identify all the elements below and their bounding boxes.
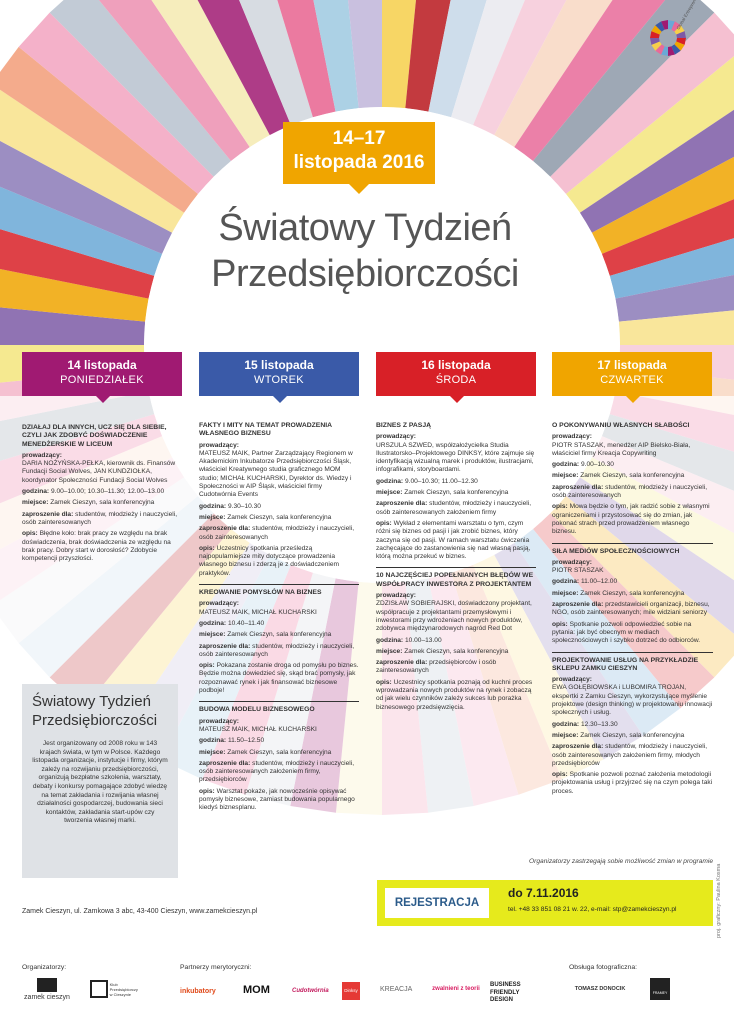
event-title: SIŁA MEDIÓW SPOŁECZNOŚCIOWYCH [552, 547, 680, 555]
day-date: 17 listopada [597, 358, 667, 372]
photo-label: Obsługa fotograficzna: [569, 964, 638, 971]
invite-label: zaproszenie dla: [22, 510, 74, 518]
place-label: miejsce: [376, 647, 403, 655]
event-invite: studentów, młodzieży i nauczycieli, osób zainteresowanych założeniem firmy, przedsiębiorców [199, 759, 355, 784]
event-hosts: MATEUSZ MAIK, MICHAŁ KUCHARSKI [199, 725, 317, 733]
event-hosts: MATEUSZ MAIK, MICHAŁ KUCHARSKI [199, 608, 317, 616]
hosts-label: prowadzący: [199, 717, 239, 725]
time-label: godzina: [199, 737, 227, 745]
logo-klub-przedsiebiorczy [90, 980, 140, 998]
registration-button[interactable]: REJESTRACJA [385, 888, 489, 918]
event-time: 11.00–12.00 [580, 578, 618, 586]
place-label: miejsce: [22, 499, 49, 507]
place-label: miejsce: [552, 589, 579, 597]
event-time: 12.30–13.30 [580, 720, 618, 728]
time-label: godzina: [552, 461, 580, 469]
event-desc: Warsztat pokaże, jak nowocześnie opisywać pomysły biznesowe, zamiast budowania popularnego kiedyś biznesplanu. [199, 787, 355, 812]
event-tue1 [199, 422, 359, 578]
event-divider [199, 701, 359, 702]
title-line-2: Przedsiębiorczości [211, 253, 519, 295]
hosts-label: prowadzący: [376, 433, 416, 441]
event-tue3 [199, 706, 359, 812]
event-title: FAKTY I MITY NA TEMAT PROWADZENIA WŁASNEGO BIZNESU [199, 422, 332, 438]
title-line-1: Światowy Tydzień [218, 207, 512, 249]
place-label: miejsce: [199, 513, 226, 521]
place-label: miejsce: [552, 472, 579, 480]
event-time: 9.00–10.30 [580, 461, 614, 469]
desc-label: opis: [552, 771, 568, 779]
time-label: godzina: [552, 578, 580, 586]
event-divider [552, 652, 713, 653]
day-date: 15 listopada [244, 358, 314, 372]
event-divider [552, 543, 713, 544]
thursday-column [552, 422, 713, 799]
day-weekday: PONIEDZIAŁEK [60, 374, 144, 386]
invite-label: zaproszenie dla: [199, 642, 251, 650]
logo-kreacja: KREACJA [380, 986, 413, 993]
hosts-label: prowadzący: [199, 600, 239, 608]
place-label: miejsce: [199, 631, 226, 639]
time-label: godzina: [22, 488, 50, 496]
event-desc: Uczestnicy spotkania poznają od kuchni proces wprowadzania nowych produktów na rynek i zobaczą od jak wielu czynników zależy sukces lub porażka biznesowego przedsięwzięcia. [376, 678, 533, 711]
time-label: godzina: [552, 720, 580, 728]
event-place: Zamek Cieszyn, sala konferencyjna [404, 647, 509, 655]
desc-label: opis: [376, 678, 392, 686]
event-invite: studentów, młodzieży i nauczycieli, osób zainteresowanych [199, 642, 355, 658]
registration-deadline: do 7.11.2016 [508, 886, 579, 900]
day-date: 14 listopada [67, 358, 137, 372]
event-hosts: URSZULA SZWED, współzałożycielka Studia Ilustratorsko–Projektowego DINKSY, które zajmuje się identyfikacją wizualną marek i produktów, ilustracjami, infografikami, storyboardami. [376, 441, 535, 474]
infobox-heading: Światowy Tydzień Przedsiębiorczości [32, 693, 158, 729]
event-title: PROJEKTOWANIE USŁUG NA PRZYKŁADZIE SKLEPU ZAMKU CIESZYN [552, 656, 699, 672]
logo-cudotwornia: Cudotwórnia [292, 988, 329, 994]
event-desc: Uczestnicy spotkania prześledzą najpopularniejsze mity dotyczące prowadzenia własnego biznesu i zderzą je z doświadczeniem praktyków. [199, 544, 340, 577]
event-title: O POKONYWANIU WŁASNYCH SŁABOŚCI [552, 422, 690, 429]
hosts-label: prowadzący: [552, 558, 592, 566]
invite-label: zaproszenie dla: [199, 759, 251, 767]
time-label: godzina: [199, 619, 227, 627]
event-title: DZIAŁAJ DLA INNYCH, UCZ SIĘ DLA SIEBIE, CZYLI JAK ZDOBYĆ DOŚWIADCZENIE MENEDŻERSKIE W LICEUM [22, 424, 167, 448]
event-wed2 [376, 572, 536, 711]
event-time: 9.00–10.30; 11.00–12.30 [404, 477, 478, 485]
event-divider [199, 584, 359, 585]
registration-bar [377, 880, 713, 926]
event-place: Zamek Cieszyn, sala konferencyjna [580, 472, 685, 480]
design-credit: proj. graficzny: Paulina Kosma [716, 863, 722, 938]
logo-zwalnieni: zwalnieni z teorii [432, 986, 480, 992]
event-title: BUDOWA MODELU BIZNESOWEGO [199, 706, 315, 714]
logo-text: Klub Przedsiębiorczy w Cieszynie [109, 981, 138, 997]
hosts-label: prowadzący: [199, 441, 239, 449]
logo-framey: FRAMEY [650, 978, 670, 1000]
day-header-thursday [552, 352, 712, 396]
desc-label: opis: [199, 544, 215, 552]
klub-icon [90, 980, 108, 998]
event-date-badge [283, 122, 435, 184]
event-mon1 [22, 424, 184, 563]
desc-label: opis: [552, 620, 568, 628]
time-label: godzina: [376, 636, 404, 644]
registration-contact: tel. +48 33 851 08 21 w. 22, e-mail: stp@zamekcieszyn.pl [508, 906, 677, 913]
invite-label: zaproszenie dla: [552, 483, 604, 491]
desc-label: opis: [199, 662, 215, 670]
event-time: 9.30–10.30 [227, 502, 261, 510]
logo-tomasz-donocik: TOMASZ DONOCIK [574, 986, 626, 992]
event-place: Zamek Cieszyn, sala konferencyjna [227, 748, 332, 756]
logo-text: zamek cieszyn [24, 994, 70, 1001]
event-hosts: ZDZISŁAW SOBIERAJSKI, doświadczony projektant, współpracuje z projektantami przemysłowymi i inwestorami przy wdrożeniach nowych produktów, zdobywca międzynarodowych nagród Red Dot [376, 600, 532, 633]
day-date: 16 listopada [421, 358, 491, 372]
event-place: Zamek Cieszyn, sala konferencyjna [404, 489, 509, 497]
gew-logo [648, 18, 708, 78]
event-hosts: MATEUSZ MAIK, Partner Zarządzający Regionem w Akademickim Inkubatorze Przedsiębiorczości Śląsk, właściciel Kreatywnego studia graficznego MOM studio; MICHAŁ KUCHARSKI, Dyrektor ds. Wiedzy i Społeczności w AIP Śląsk, właściciel firmy Cudotwórnia Events [199, 449, 353, 499]
time-label: godzina: [376, 477, 404, 485]
event-desc: Pokazana zostanie droga od pomysłu po biznes. Będzie można dowiedzieć się, skąd brać pomysły, jak rozpoznawać rynek i jak finansować biznesowe podboje! [199, 662, 359, 695]
event-hosts: DARIA NOŻYŃSKA-PEŁKA, kierownik ds. Finansów Fundacji Social Wolves, JAN KUNDZIOŁKA, koordynator Społeczności Fundacji Social Wolves [22, 460, 176, 484]
invite-label: zaproszenie dla: [199, 525, 251, 533]
event-title: BIZNES Z PASJĄ [376, 422, 432, 429]
event-tue2 [199, 589, 359, 695]
event-hosts: PIOTR STASZAK, menedżer AIP Bielsko-Biała, właściciel firmy Kreacja Copywriting [552, 441, 691, 457]
logo-business-friendly-design: BUSINESS FRIENDLY DESIGN [490, 982, 521, 1003]
date-month-year: listopada 2016 [293, 152, 425, 173]
day-weekday: WTOREK [254, 374, 304, 386]
day-weekday: CZWARTEK [600, 374, 664, 386]
event-place: Zamek Cieszyn, sala konferencyjna [227, 631, 332, 639]
infobox-text: Jest organizowany od 2008 roku w 143 krajach świata, w tym w Polsce. Każdego listopada organizacje, instytucje i firmy, którym zależy na rozwijaniu przedsiębiorczości, organizują bezpłatne szkolenia, warsztaty, debaty i konkursy pomagające zdobyć wiedzę na temat zakładania i rozwijania własnej działalności gospodarczej, budowania sieci kontaktów, zakładania start-upów czy tworzenia własnej marki. [32, 740, 168, 825]
event-desc: Spotkanie pozwoli poznać założenia metodologii projektowania usług i przyjrzeć się na czym polega taki proces. [552, 771, 713, 795]
event-invite: studentów, młodzieży i nauczycieli, osób zainteresowanych założeniem firmy [376, 500, 532, 516]
invite-label: zaproszenie dla: [376, 659, 428, 667]
monday-column [22, 424, 184, 566]
event-desc: Błędne koło: brak pracy ze względu na brak doświadczenia, brak doświadczenia ze względu na brak pracy. Dobry start w dorosłość? Zdobycie kompetencji przyszłości. [22, 530, 171, 563]
event-place: Zamek Cieszyn, sala konferencyjna [50, 499, 155, 507]
event-desc: Mowa będzie o tym, jak radzić sobie z własnymi ograniczeniami i przystosować się do zmian, jak pokonać strach przed prowadzeniem własnego biznesu. [552, 503, 710, 536]
hosts-label: prowadzący: [552, 676, 592, 684]
place-label: miejsce: [376, 489, 403, 497]
day-header-monday [22, 352, 182, 396]
event-invite: studentów, młodzieży i nauczycieli, osób zainteresowanych [22, 510, 178, 526]
event-desc: Spotkanie pozwoli odpowiedzieć sobie na pytania: jak być obecnym w mediach społecznościowych i szybko dotrzeć do odbiorców. [552, 620, 701, 645]
event-invite: studentów, młodzieży i nauczycieli, osób zainteresowanych [552, 483, 708, 500]
event-invite: studentów, młodzieży i nauczycieli, osób zainteresowanych założeniem firmy, młodych przedsiębiorców [552, 743, 708, 767]
castle-icon [37, 978, 57, 992]
event-invite: przedstawicieli organizacji, biznesu, NGO, osób zainteresowanych; mile widziani seniorzy [552, 601, 710, 617]
hosts-label: prowadzący: [22, 451, 62, 459]
event-title: 10 NAJCZĘŚCIEJ POPEŁNIANYCH BŁĘDÓW WE WSPÓŁPRACY INWESTORA Z PROJEKTANTEM [376, 572, 534, 588]
desc-label: opis: [376, 519, 392, 527]
page-title [170, 205, 560, 297]
event-place: Zamek Cieszyn, sala konferencyjna [580, 731, 685, 739]
partners-label: Partnerzy merytoryczni: [180, 964, 252, 971]
event-thu1 [552, 422, 713, 537]
place-label: miejsce: [552, 731, 579, 739]
event-thu3 [552, 657, 713, 796]
logo-mom: MOM [243, 984, 270, 996]
event-time: 10.00–13.00 [404, 636, 442, 644]
logo-inkubatory: inkubatory [180, 988, 216, 995]
event-hosts: EWA GOŁĘBIOWSKA i LUBOMIRA TROJAN, ekspertki z Zamku Cieszyn, wykorzystujące myślenie projektowe (design thinking) w projektowaniu innowacji społecznych i usług. [552, 684, 713, 717]
event-place: Zamek Cieszyn, sala konferencyjna [580, 589, 685, 597]
day-header-tuesday [199, 352, 359, 396]
event-title: KREOWANIE POMYSŁÓW NA BIZNES [199, 589, 322, 597]
program-change-note: Organizatorzy zastrzegają sobie możliwość zmian w programie [529, 858, 713, 865]
date-range: 14–17 [332, 128, 386, 149]
invite-label: zaproszenie dla: [552, 743, 604, 751]
address: Zamek Cieszyn, ul. Zamkowa 3 abc, 43-400 Cieszyn, www.zamekcieszyn.pl [22, 908, 258, 915]
desc-label: opis: [552, 503, 568, 511]
event-wed1 [376, 422, 536, 561]
event-time: 9.00–10.00; 10.30–11.30; 12.00–13.00 [50, 488, 165, 496]
tuesday-column [199, 422, 359, 816]
time-label: godzina: [199, 502, 227, 510]
wednesday-column [376, 422, 536, 715]
event-invite: studentów, młodzieży i nauczycieli, osób zainteresowanych [199, 525, 355, 541]
day-weekday: ŚRODA [435, 374, 477, 386]
event-place: Zamek Cieszyn, sala konferencyjna [227, 513, 332, 521]
logo-dinksy: Dinksy [342, 982, 360, 1000]
event-time: 10.40–11.40 [227, 619, 265, 627]
event-invite: przedsiębiorców i osób zainteresowanych [376, 659, 497, 675]
logo-zamek-cieszyn [22, 978, 72, 1001]
desc-label: opis: [199, 787, 215, 795]
hosts-label: prowadzący: [552, 433, 592, 441]
invite-label: zaproszenie dla: [552, 601, 604, 609]
place-label: miejsce: [199, 748, 226, 756]
about-infobox [22, 684, 178, 878]
desc-label: opis: [22, 530, 38, 538]
event-desc: Wykład z elementami warsztatu o tym, czym różni się biznes od pasji i jak zrobić biznes, który zaczyna się od pasji. W ramach warsztatu ćwiczenia zachęcające do zastanowienia się nad własną pasją, którą można przekuć w biznes. [376, 519, 531, 561]
organizers-label: Organizatorzy: [22, 964, 67, 971]
event-thu2 [552, 548, 713, 646]
event-time: 11.50–12.50 [227, 737, 265, 745]
hosts-label: prowadzący: [376, 592, 416, 600]
invite-label: zaproszenie dla: [376, 500, 428, 508]
event-hosts: PIOTR STASZAK [552, 567, 604, 575]
day-header-wednesday [376, 352, 536, 396]
event-divider [376, 567, 536, 568]
